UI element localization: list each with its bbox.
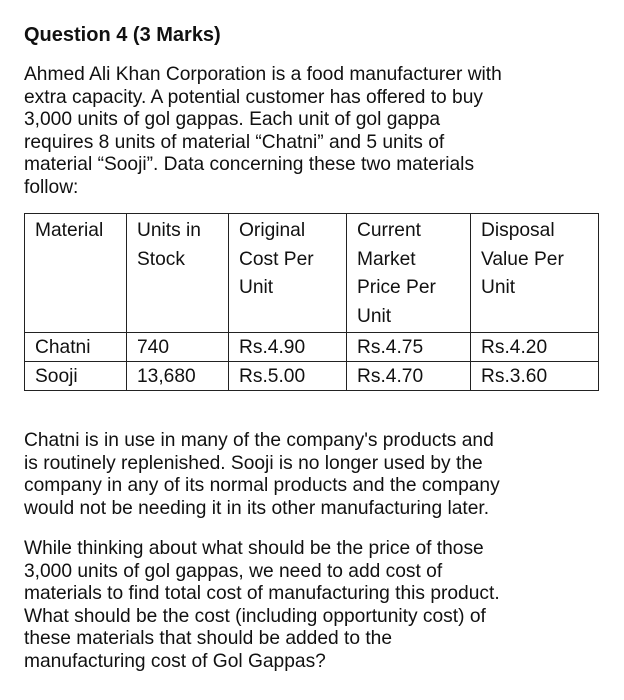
intro-line: follow: xyxy=(24,176,79,198)
paragraph-line: manufacturing cost of Gol Gappas? xyxy=(24,650,326,672)
table-row xyxy=(25,362,599,391)
table-cell: Rs.3.60 xyxy=(471,362,599,391)
table-cell: Rs.4.90 xyxy=(229,333,347,362)
table-row xyxy=(25,333,599,362)
header-text: Unit xyxy=(357,305,392,327)
table-cell: 13,680 xyxy=(127,362,229,391)
intro-line: requires 8 units of material “Chatni” and 5 units of xyxy=(24,131,445,153)
header-cell-current-market-price xyxy=(347,214,471,333)
paragraph-line: company in any of its normal products and the company xyxy=(24,475,500,496)
intro-line: Ahmed Ali Khan Corporation is a food manufacturer with xyxy=(24,64,502,85)
table-cell: Sooji xyxy=(25,362,127,391)
header-text: Unit xyxy=(239,277,274,298)
paragraph-line: these materials that should be added to the xyxy=(24,628,393,649)
header-text: Value Per xyxy=(481,248,564,270)
intro-paragraph xyxy=(24,64,604,199)
question-heading: Question 4 (3 Marks) xyxy=(24,24,221,46)
header-text: Units in xyxy=(137,220,201,241)
table-header-row xyxy=(25,214,599,333)
header-cell-material xyxy=(25,214,127,333)
header-text: Stock xyxy=(137,248,185,270)
materials-table xyxy=(24,213,599,391)
header-text: Market xyxy=(357,248,416,270)
header-cell-original-cost xyxy=(229,214,347,333)
header-text: Unit xyxy=(481,277,516,298)
table-cell: Rs.5.00 xyxy=(229,362,347,391)
paragraph-line: would not be needing it in its other manufacturing later. xyxy=(24,497,490,519)
intro-line: 3,000 units of gol gappas. Each unit of gol gappa xyxy=(24,109,441,130)
table-cell: Rs.4.20 xyxy=(471,333,599,362)
intro-line: material “Sooji”. Data concerning these two materials xyxy=(24,154,475,175)
paragraph-line: 3,000 units of gol gappas, we need to add cost of xyxy=(24,560,443,582)
question-paragraph xyxy=(24,538,604,673)
header-text: Disposal xyxy=(481,220,555,241)
paragraph-line: While thinking about what should be the price of those xyxy=(24,538,484,559)
paragraph-line: What should be the cost (including opportunity cost) of xyxy=(24,605,486,627)
header-text: Material xyxy=(35,220,104,241)
header-text: Price Per xyxy=(357,277,436,298)
paragraph-line: is routinely replenished. Sooji is no longer used by the xyxy=(24,452,483,474)
header-text: Current xyxy=(357,220,421,241)
table-cell: Chatni xyxy=(25,333,127,362)
intro-line: extra capacity. A potential customer has offered to buy xyxy=(24,86,483,108)
header-text: Cost Per xyxy=(239,248,314,270)
table-cell: 740 xyxy=(127,333,229,362)
table-cell: Rs.4.70 xyxy=(347,362,471,391)
header-cell-units-in-stock xyxy=(127,214,229,333)
paragraph-line: materials to find total cost of manufacturing this product. xyxy=(24,583,500,604)
table-cell: Rs.4.75 xyxy=(347,333,471,362)
paragraph-line: Chatni is in use in many of the company's products and xyxy=(24,430,494,451)
materials-usage-paragraph xyxy=(24,430,604,520)
header-cell-disposal-value xyxy=(471,214,599,333)
header-text: Original xyxy=(239,220,306,241)
